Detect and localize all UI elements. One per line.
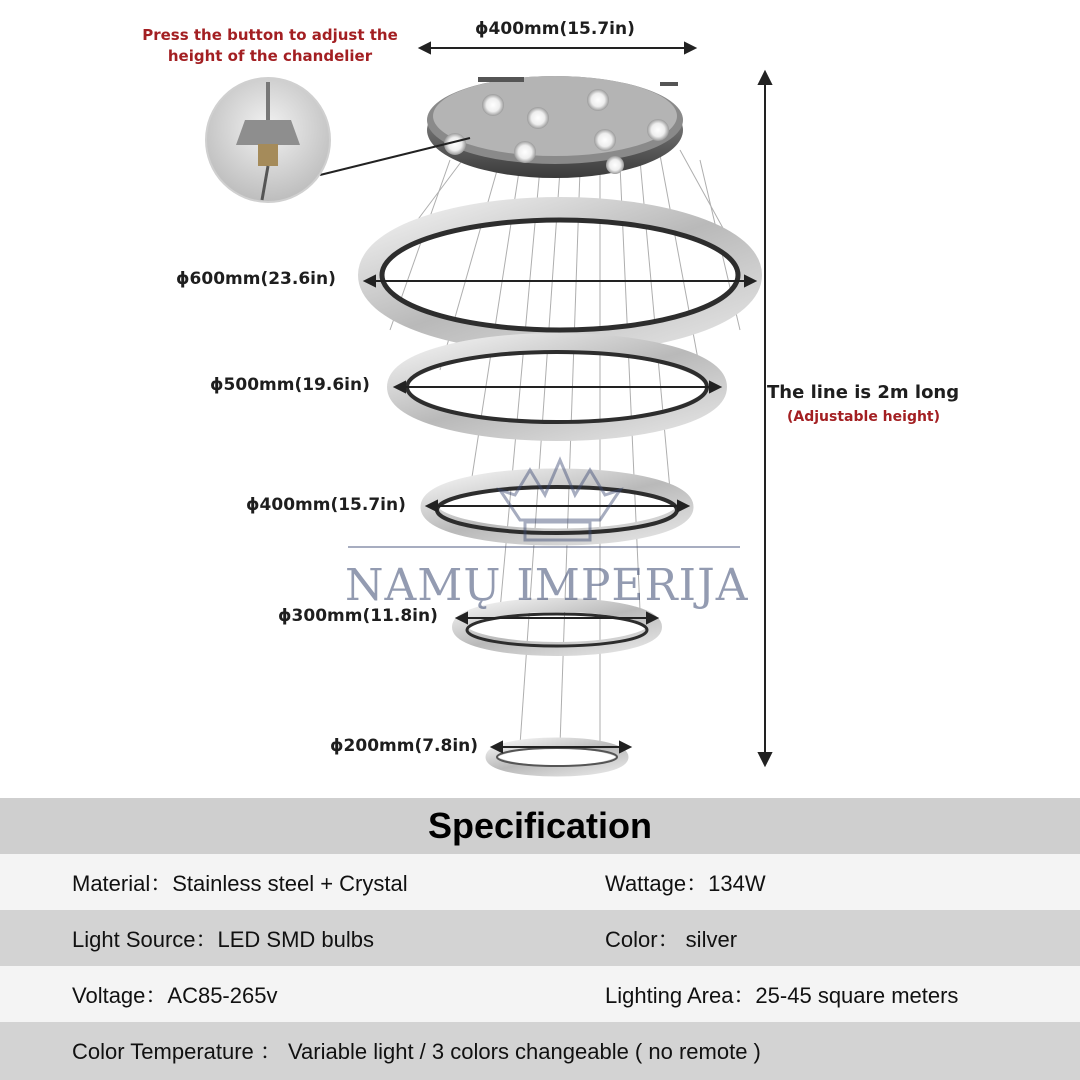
spec-voltage: Voltage：AC85-265v: [72, 982, 278, 1008]
spec-color-temperature: Color Temperature ： Variable light / 3 colors changeable ( no remote ): [72, 1038, 761, 1064]
ceiling-canopy: [427, 76, 683, 178]
spec-title: Specification: [427, 805, 653, 846]
ring-500-label: ϕ500mm(19.6in): [210, 375, 370, 395]
adjust-height-note: [140, 25, 400, 67]
watermark-rule: [348, 546, 740, 548]
adjustable-height-note: (Adjustable height): [787, 409, 941, 425]
spec-wattage: Wattage：134W: [605, 870, 766, 896]
cable-length-label: The line is 2m long: [767, 382, 960, 403]
ring-400-label: ϕ400mm(15.7in): [246, 495, 406, 515]
spec-row: [0, 1022, 1080, 1080]
base-diameter-label: ϕ400mm(15.7in): [475, 19, 635, 39]
spec-row: [0, 966, 1080, 1022]
spec-row: [0, 910, 1080, 966]
crystal-ring-300: [459, 605, 655, 649]
crystal-ring-600: [370, 209, 750, 341]
spec-title-bar: [0, 798, 1080, 854]
watermark-text: NAMŲ IMPERIJA: [345, 560, 749, 611]
spec-color: Color： silver: [605, 926, 738, 952]
ring-200-label: ϕ200mm(7.8in): [330, 736, 479, 756]
spec-material: Material：Stainless steel + Crystal: [72, 870, 408, 896]
ring-600-label: ϕ600mm(23.6in): [176, 269, 336, 289]
ring-300-label: ϕ300mm(11.8in): [278, 606, 438, 626]
note-line-1: Press the button to adjust the: [142, 26, 398, 44]
spec-light-source: Light Source：LED SMD bulbs: [72, 926, 375, 952]
spec-row: [0, 854, 1080, 910]
note-line-2: height of the chandelier: [167, 47, 373, 65]
spec-lighting-area: Lighting Area：25-45 square meters: [605, 982, 959, 1008]
